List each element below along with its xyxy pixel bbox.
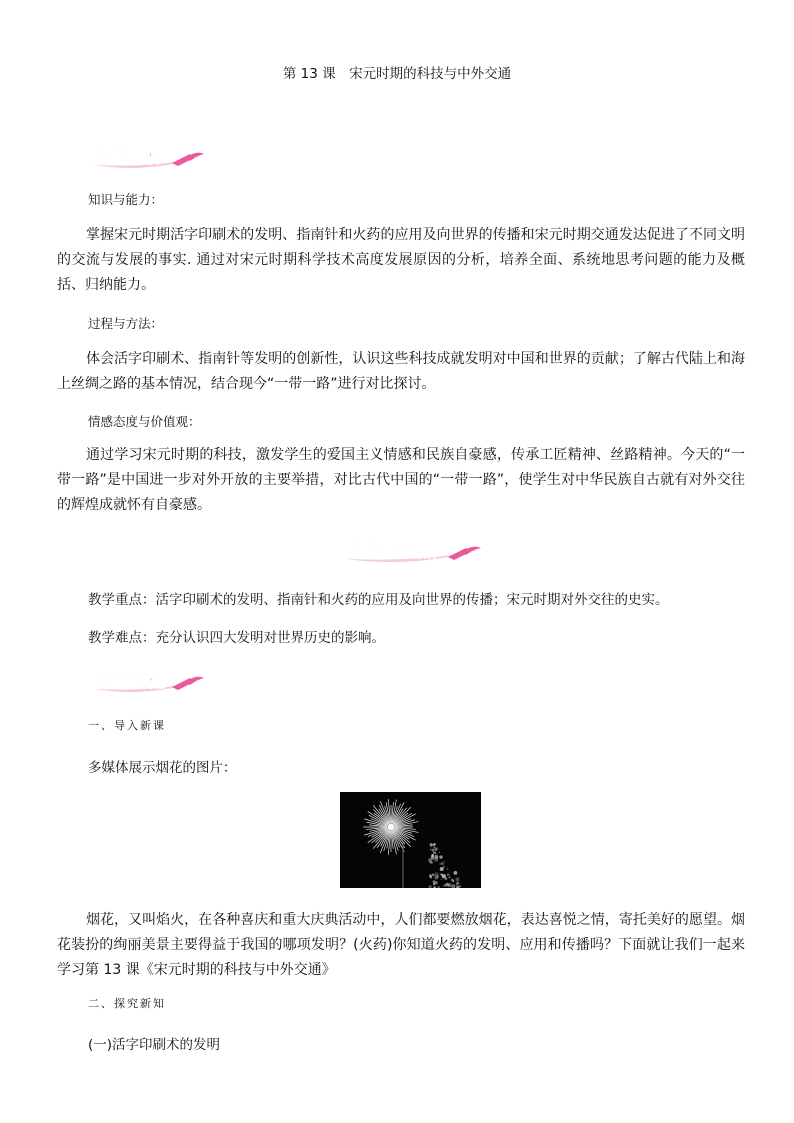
attitude-paragraph: 通过学习宋元时期的科技，激发学生的爱国主义情感和民族自豪感，传承工匠精神、丝路精神。今天的“一带一路”是中国进一步对外开放的主要举措，对比古代中国的“一带一路”，使学生对中华民族自古就有对外交往的辉煌成就怀有自豪感。 <box>57 447 745 513</box>
fireworks-paragraph: 烟花，又叫焰火，在各种喜庆和重大庆典活动中，人们都要燃放烟花，表达喜悦之情，寄托美好的愿望。烟花装扮的绚丽美景主要得益于我国的哪项发明？(火药)你知道火药的发明、应用和传播吗？下面就让我们一起来学习第 13 课《宋元时期的科技与中外交通》 <box>57 912 745 978</box>
process-badge-text: 教学过程 <box>90 671 166 692</box>
fireworks-image <box>340 792 481 888</box>
objectives-badge-text: 教学目标 <box>90 147 166 168</box>
page-title: 第 13 课 宋元时期的科技与中外交通 <box>282 66 512 82</box>
teaching-focus: 教学重点：活字印刷术的发明、指南针和火药的应用及向世界的传播；宋元时期对外交往的史实。 <box>88 592 669 608</box>
section-explore-heading: 二、探究新知 <box>88 997 166 1010</box>
objectives-badge <box>88 142 208 172</box>
method-paragraph: 体会活字印刷术、指南针等发明的创新性，认识这些科技成就发明对中国和世界的贡献；了解古代陆上和海上丝绸之路的基本情况，结合现今“一带一路”进行对比探讨。 <box>57 351 745 392</box>
subsection-printing: (一)活字印刷术的发明 <box>88 1037 221 1053</box>
knowledge-label: 知识与能力： <box>88 192 164 207</box>
attitude-label: 情感态度与价值观： <box>88 414 201 429</box>
method-label: 过程与方法： <box>88 316 164 331</box>
knowledge-paragraph: 掌握宋元时期活字印刷术的发明、指南针和火药的应用及向世界的传播和宋元时期交通发达促进了不同文明的交流与发展的事实. 通过对宋元时期科学技术高度发展原因的分析，培养全面、系统地思考问题的能力及概括、归纳能力。 <box>57 227 745 293</box>
multimedia-intro: 多媒体展示烟花的图片： <box>88 760 237 776</box>
key-points-badge <box>340 536 485 566</box>
fireworks-photo <box>340 792 481 888</box>
teaching-difficulty: 教学难点：充分认识四大发明对世界历史的影响。 <box>88 630 385 646</box>
section-intro-heading: 一、导入新课 <box>88 719 166 732</box>
process-badge <box>88 666 208 696</box>
key-points-badge-text: 教学重难点 <box>342 541 437 562</box>
